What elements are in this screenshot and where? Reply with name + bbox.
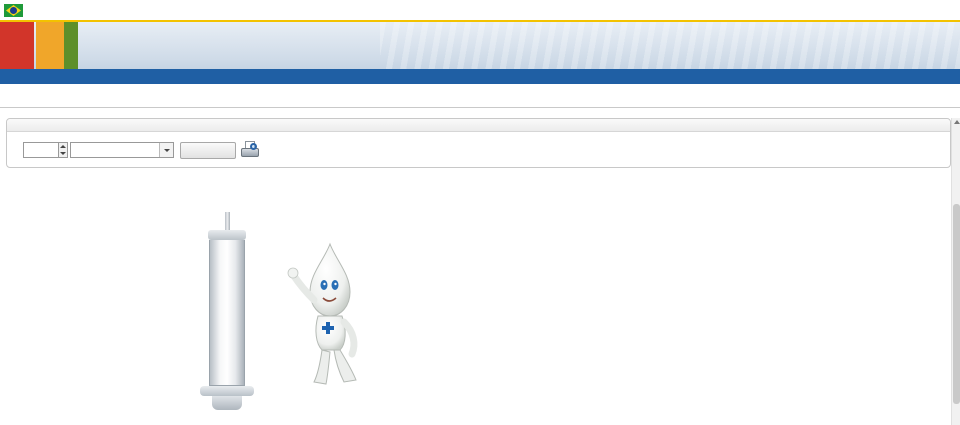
syringe-barrel (209, 240, 245, 386)
scrollbar-thumb[interactable] (953, 204, 960, 404)
magnifier-shape (250, 143, 257, 150)
filter-panel-title (7, 119, 950, 132)
chevron-down-icon[interactable] (159, 143, 173, 157)
banner-blue-stripe (0, 69, 960, 84)
population-group-select[interactable] (70, 142, 174, 158)
syringe-top (208, 230, 246, 240)
print-preview-icon[interactable] (240, 140, 260, 160)
syringe-plunger (225, 212, 230, 230)
banner-orange-block (36, 22, 64, 69)
main-menu (0, 90, 960, 108)
vaccinometer-chart (130, 210, 290, 415)
banner-green-block (64, 22, 78, 69)
year-spinner[interactable] (59, 142, 68, 158)
brazil-flag-icon (4, 4, 23, 17)
syringe-foot (212, 396, 242, 410)
datasus-banner (0, 22, 960, 84)
printer-shape (241, 148, 259, 157)
filter-panel (6, 118, 951, 168)
syringe-base (200, 386, 254, 396)
year-input[interactable] (23, 142, 59, 158)
search-button[interactable] (180, 142, 236, 159)
gov-top-bar (0, 0, 960, 22)
vertical-scrollbar[interactable] (951, 118, 960, 425)
scroll-up-arrow-icon[interactable] (954, 120, 960, 124)
banner-red-block (0, 22, 34, 69)
filter-row (15, 141, 260, 159)
ze-gotinha-mascot-icon (284, 240, 370, 390)
